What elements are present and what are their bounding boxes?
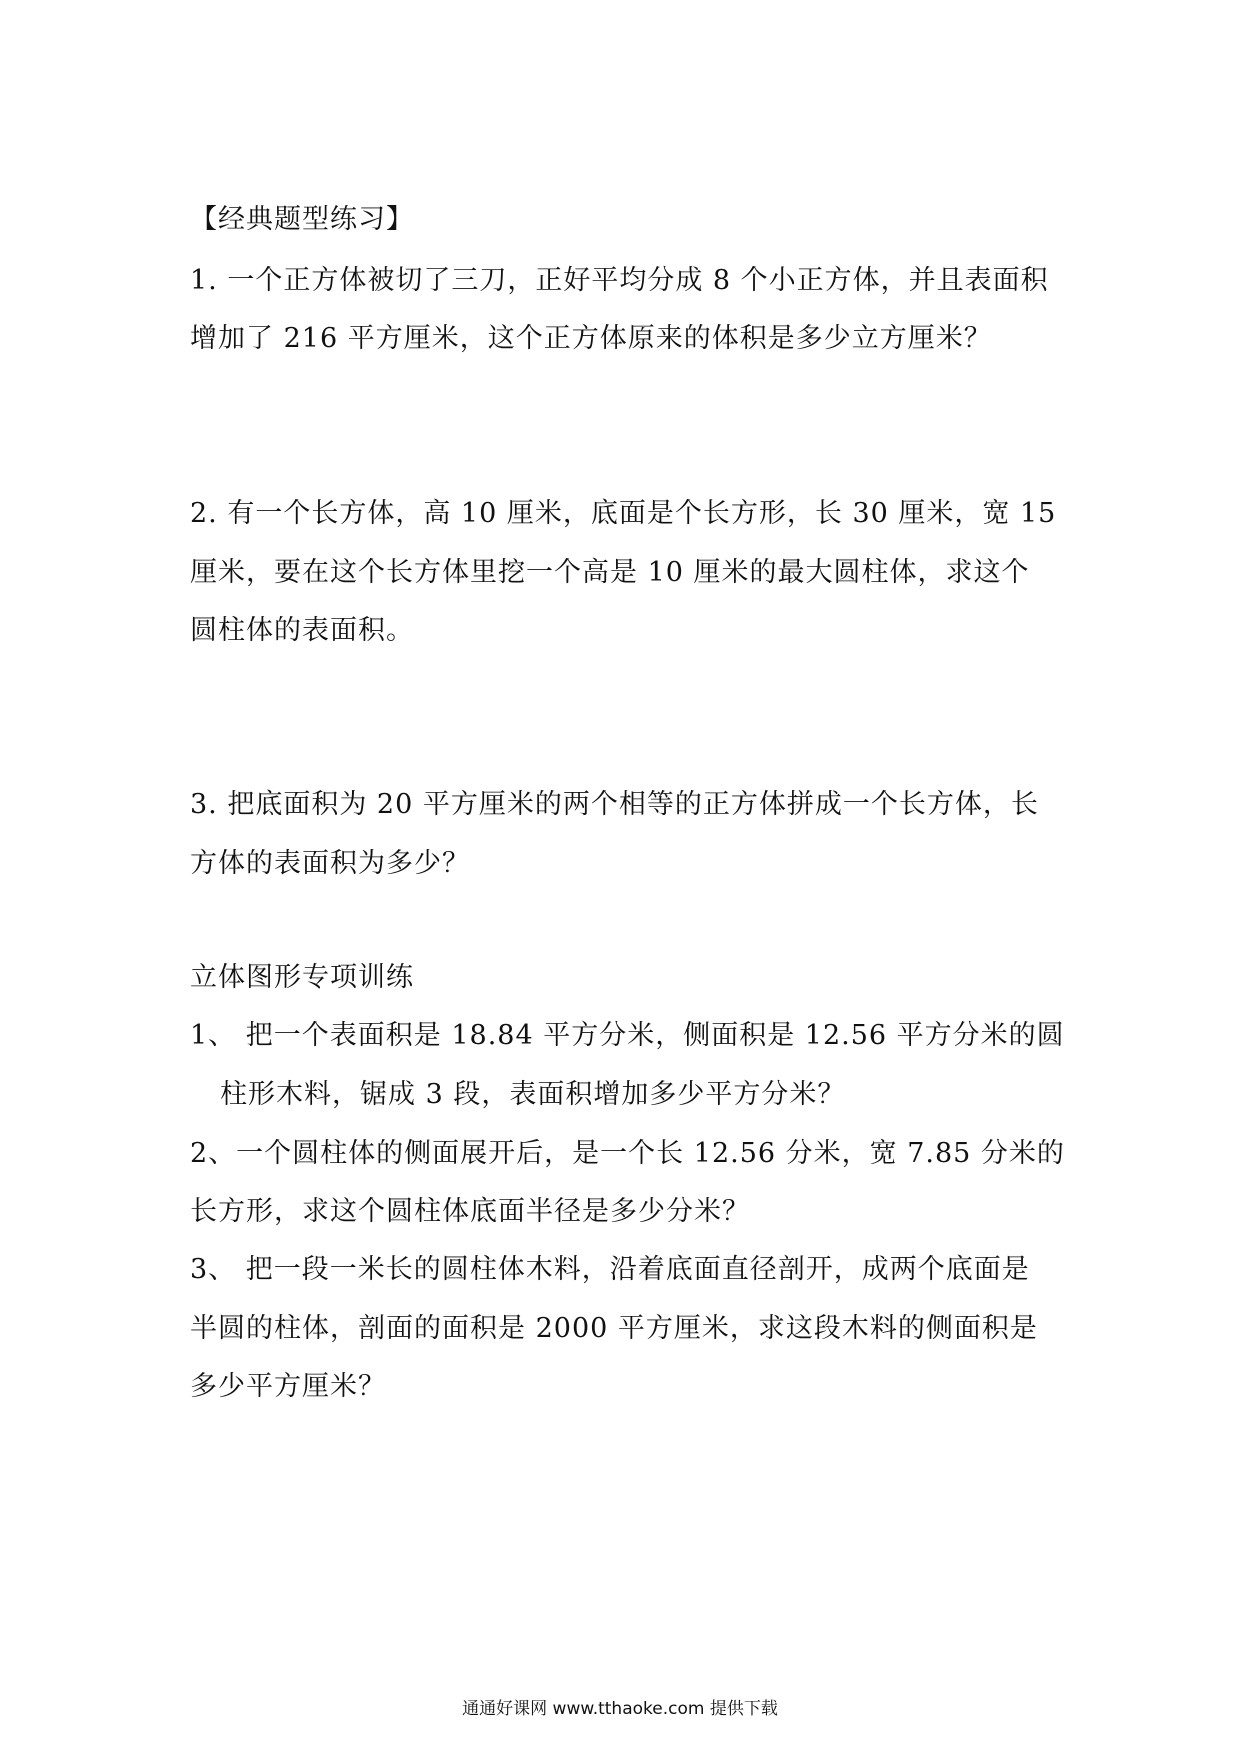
question-2-line-1: 2. 有一个长方体，高 10 厘米，底面是个长方形，长 30 厘米，宽 15	[190, 498, 1057, 529]
question-3-line-1: 3. 把底面积为 20 平方厘米的两个相等的正方体拼成一个长方体，长	[190, 789, 1039, 820]
problem-2-line-2: 长方形，求这个圆柱体底面半径是多少分米？	[190, 1196, 750, 1227]
problem-3-line-3: 多少平方厘米？	[190, 1371, 386, 1402]
question-2-line-2: 厘米，要在这个长方体里挖一个高是 10 厘米的最大圆柱体，求这个	[190, 557, 1030, 588]
problem-3-line-1: 3、 把一段一米长的圆柱体木料，沿着底面直径剖开，成两个底面是	[190, 1254, 1030, 1285]
question-2-line-3: 圆柱体的表面积。	[190, 615, 414, 646]
question-1-line-1: 1. 一个正方体被切了三刀，正好平均分成 8 个小正方体，并且表面积	[190, 265, 1049, 296]
problem-3-line-2: 半圆的柱体，剖面的面积是 2000 平方厘米，求这段木料的侧面积是	[190, 1313, 1038, 1344]
problem-2-line-1: 2、一个圆柱体的侧面展开后，是一个长 12.56 分米，宽 7.85 分米的	[190, 1138, 1065, 1169]
section-heading-solid-figures: 立体图形专项训练	[190, 962, 414, 993]
question-1-line-2: 增加了 216 平方厘米，这个正方体原来的体积是多少立方厘米？	[190, 323, 992, 354]
problem-1-line-1: 1、 把一个表面积是 18.84 平方分米，侧面积是 12.56 平方分米的圆	[190, 1020, 1065, 1051]
question-3-line-2: 方体的表面积为多少？	[190, 848, 470, 879]
page-footer: 通通好课网 www.tthaoke.com 提供下载	[462, 1699, 778, 1719]
problem-1-line-2: 柱形木料，锯成 3 段，表面积增加多少平方分米？	[220, 1079, 846, 1110]
section-heading-classic-exercises: 【经典题型练习】	[190, 204, 414, 235]
